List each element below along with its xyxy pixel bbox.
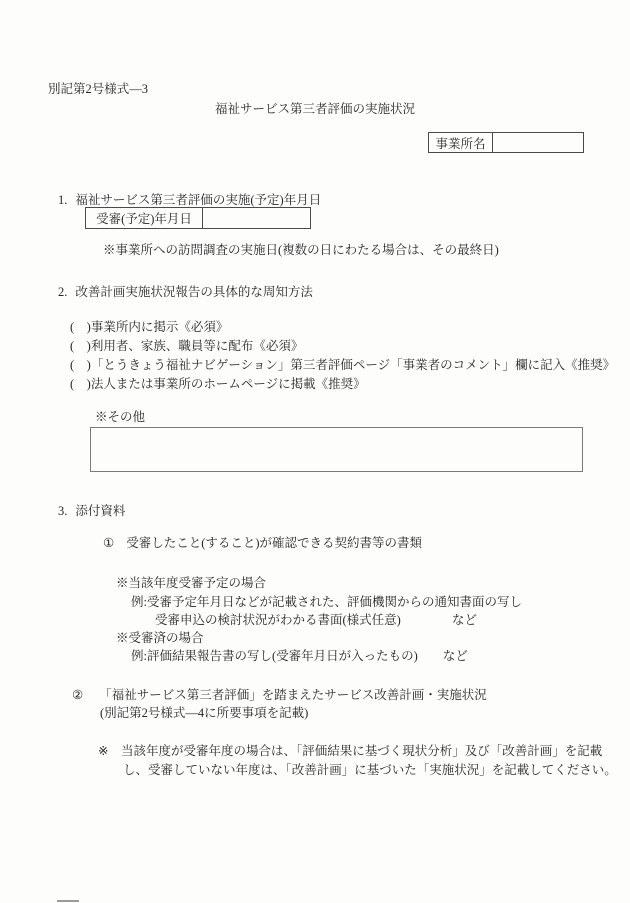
option-row-4 bbox=[70, 377, 366, 391]
page-title: 福祉サービス第三者評価の実施状況 bbox=[214, 102, 415, 116]
item1-case2-example-row bbox=[131, 649, 468, 663]
review-date-label: 受審(予定)年月日 bbox=[96, 212, 192, 226]
item2-note-line2: し、受審していない年度は、「改善計画」に基づいた「実施状況」を記載してください。 bbox=[123, 763, 617, 777]
checkbox-field-4[interactable]: ( ) bbox=[70, 377, 91, 391]
item1-case1-example2-suffix: など bbox=[452, 613, 478, 627]
option-row-3 bbox=[70, 358, 615, 372]
section2-number: 2. bbox=[58, 285, 68, 299]
office-name-label: 事業所名 bbox=[435, 136, 486, 151]
scan-artifact bbox=[57, 900, 79, 902]
section3-heading bbox=[58, 504, 125, 518]
option-label-4: 法人または事業所のホームページに掲載《推奨》 bbox=[90, 377, 366, 391]
section3-number: 3. bbox=[58, 504, 68, 518]
review-date-table bbox=[85, 207, 311, 229]
item1-case1-example2: 受審申込の検討状況がわかる書面(様式任意) bbox=[155, 613, 401, 627]
section3-heading-text: 添付資料 bbox=[75, 504, 126, 518]
office-name-input[interactable] bbox=[492, 133, 583, 152]
item2-note-mark: ※ bbox=[98, 744, 109, 758]
review-date-input[interactable] bbox=[202, 208, 310, 228]
office-name-table bbox=[428, 132, 584, 153]
checkbox-field-3[interactable]: ( ) bbox=[70, 358, 91, 372]
section1-heading-text: 福祉サービス第三者評価の実施(予定)年月日 bbox=[75, 193, 322, 207]
attachment-item-1 bbox=[103, 536, 422, 550]
item2-text: 「福祉サービス第三者評価」を踏まえたサービス改善計画・実施状況 bbox=[99, 688, 487, 702]
option-label-3: 「とうきょう福祉ナビゲーション」第三者評価ページ「事業者のコメント」欄に記入《推奨》 bbox=[90, 358, 616, 372]
option-row-2 bbox=[70, 339, 303, 353]
section1-number: 1. bbox=[58, 193, 68, 207]
other-label: ※その他 bbox=[95, 410, 146, 424]
item1-case2-label: ※受審済の場合 bbox=[116, 631, 204, 645]
item2-marker: ② bbox=[72, 688, 84, 702]
other-input-box[interactable] bbox=[90, 427, 583, 472]
item1-case1-label: ※当該年度受審予定の場合 bbox=[116, 576, 267, 590]
checkbox-field-2[interactable]: ( ) bbox=[70, 339, 91, 353]
item1-case2-example: 例:評価結果報告書の写し(受審年月日が入ったもの) bbox=[131, 649, 418, 663]
section2-heading bbox=[58, 285, 313, 299]
section1-heading bbox=[58, 193, 321, 207]
option-label-2: 利用者、家族、職員等に配布《必須》 bbox=[90, 339, 304, 353]
section2-heading-text: 改善計画実施状況報告の具体的な周知方法 bbox=[75, 285, 313, 299]
item2-subtext: (別記第2号様式―4に所要事項を記載) bbox=[100, 706, 309, 720]
section1-note: ※事業所への訪問調査の実施日(複数の日にわたる場合は、その最終日) bbox=[103, 243, 499, 257]
option-label-1: 事業所内に掲示《必須》 bbox=[90, 320, 229, 334]
item1-case1-example1: 例:受審予定年月日などが記載された、評価機関からの通知書面の写し bbox=[131, 595, 522, 609]
attachment-item-2 bbox=[72, 688, 487, 702]
checkbox-field-1[interactable]: ( ) bbox=[70, 320, 91, 334]
item2-note-line1: 当該年度が受審年度の場合は、「評価結果に基づく現状分析」及び「改善計画」を記載 bbox=[121, 744, 603, 758]
item1-marker: ① bbox=[103, 536, 115, 550]
form-number: 別記第2号様式―3 bbox=[48, 82, 149, 96]
option-row-1 bbox=[70, 320, 228, 334]
item1-text: 受審したこと(すること)が確認できる契約書等の書類 bbox=[126, 536, 423, 550]
item1-case2-example-suffix: など bbox=[442, 649, 468, 663]
